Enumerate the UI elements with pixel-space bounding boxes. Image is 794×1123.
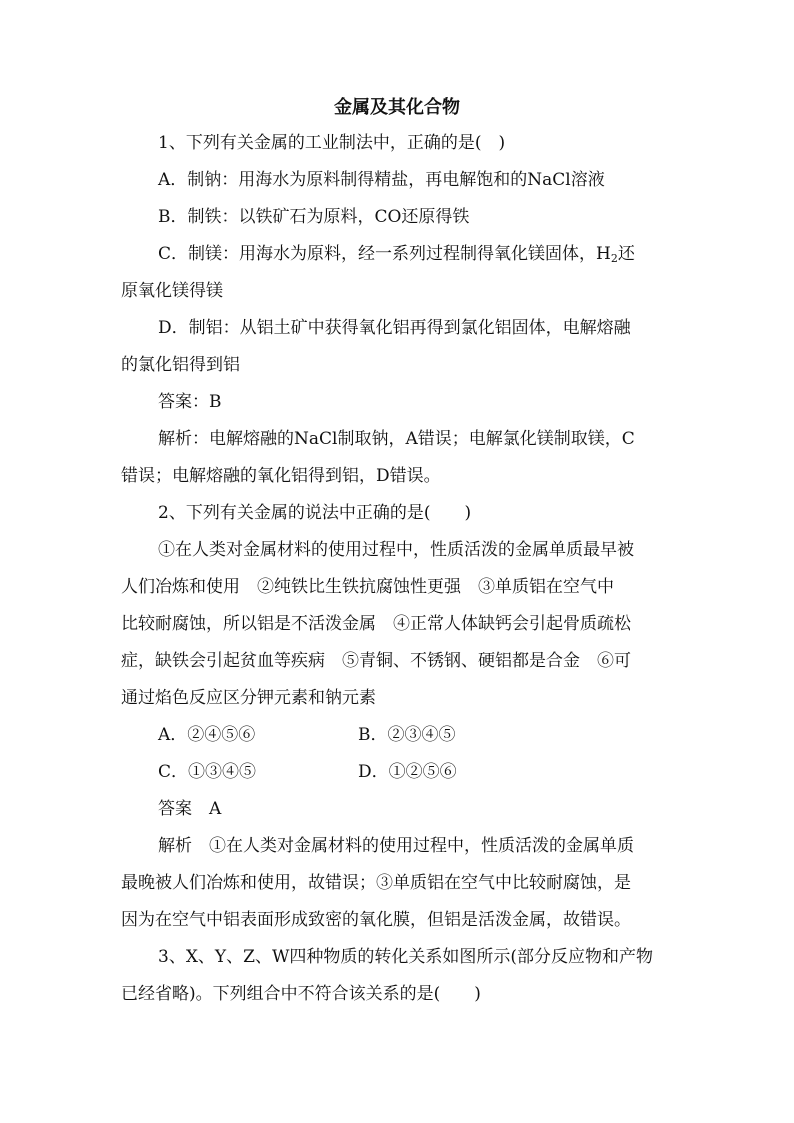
question-1-option-d-continued: 的氯化铝得到铝	[121, 355, 240, 375]
question-2-body-line: 比较耐腐蚀，所以铝是不活泼金属 ④正常人体缺钙会引起骨质疏松	[121, 614, 631, 634]
question-1-option-c-text-end: 还	[617, 244, 635, 264]
page-title: 金属及其化合物	[334, 97, 460, 118]
question-2-analysis-continued: 因为在空气中铝表面形成致密的氧化膜，但铝是活泼金属，故错误。	[121, 910, 631, 930]
question-2-option-b: B．②③④⑤	[358, 725, 456, 745]
question-1-option-d: D．制铝：从铝土矿中获得氧化铝再得到氯化铝固体，电解熔融	[158, 318, 631, 338]
question-2-option-c: C．①③④⑤	[158, 762, 257, 782]
question-3-stem-continued: 已经省略)。下列组合中不符合该关系的是( )	[121, 984, 481, 1004]
question-3-stem: 3、X、Y、Z、W四种物质的转化关系如图所示(部分反应物和产物	[158, 947, 654, 967]
question-2-stem: 2、下列有关金属的说法中正确的是( )	[158, 503, 472, 523]
question-1-analysis-continued: 错误；电解熔融的氧化铝得到铝，D错误。	[121, 466, 441, 486]
question-1-analysis: 解析：电解熔融的NaCl制取钠，A错误；电解氯化镁制取镁，C	[158, 429, 635, 449]
question-1-option-c	[158, 242, 676, 266]
question-2-analysis: 解析 ①在人类对金属材料的使用过程中，性质活泼的金属单质	[158, 836, 634, 856]
question-1-stem: 1、下列有关金属的工业制法中，正确的是( )	[158, 133, 506, 153]
question-1-option-a: A．制钠：用海水为原料制得精盐，再电解饱和的NaCl溶液	[158, 170, 605, 190]
question-2-body-line: 人们冶炼和使用 ②纯铁比生铁抗腐蚀性更强 ③单质铝在空气中	[121, 577, 614, 597]
question-2-body-line: 症，缺铁会引起贫血等疾病 ⑤青铜、不锈钢、硬铝都是合金 ⑥可	[121, 651, 631, 671]
question-2-option-a: A．②④⑤⑥	[158, 725, 256, 745]
question-1-option-b: B．制铁：以铁矿石为原料，CO还原得铁	[158, 207, 470, 227]
question-1-option-c-continued: 原氧化镁得镁	[121, 281, 223, 301]
question-2-body-line: ①在人类对金属材料的使用过程中，性质活泼的金属单质最早被	[158, 540, 634, 560]
question-1-option-c-text: C．制镁：用海水为原料，经一系列过程制得氧化镁固体，H	[158, 244, 611, 264]
question-2-answer: 答案 A	[158, 799, 222, 819]
question-2-body-line: 通过焰色反应区分钾元素和钠元素	[121, 688, 376, 708]
subscript-2: 2	[610, 252, 618, 265]
question-2-analysis-continued: 最晚被人们冶炼和使用，故错误；③单质铝在空气中比较耐腐蚀，是	[121, 873, 631, 893]
question-1-answer: 答案：B	[158, 392, 222, 412]
question-2-option-d: D．①②⑤⑥	[358, 762, 457, 782]
